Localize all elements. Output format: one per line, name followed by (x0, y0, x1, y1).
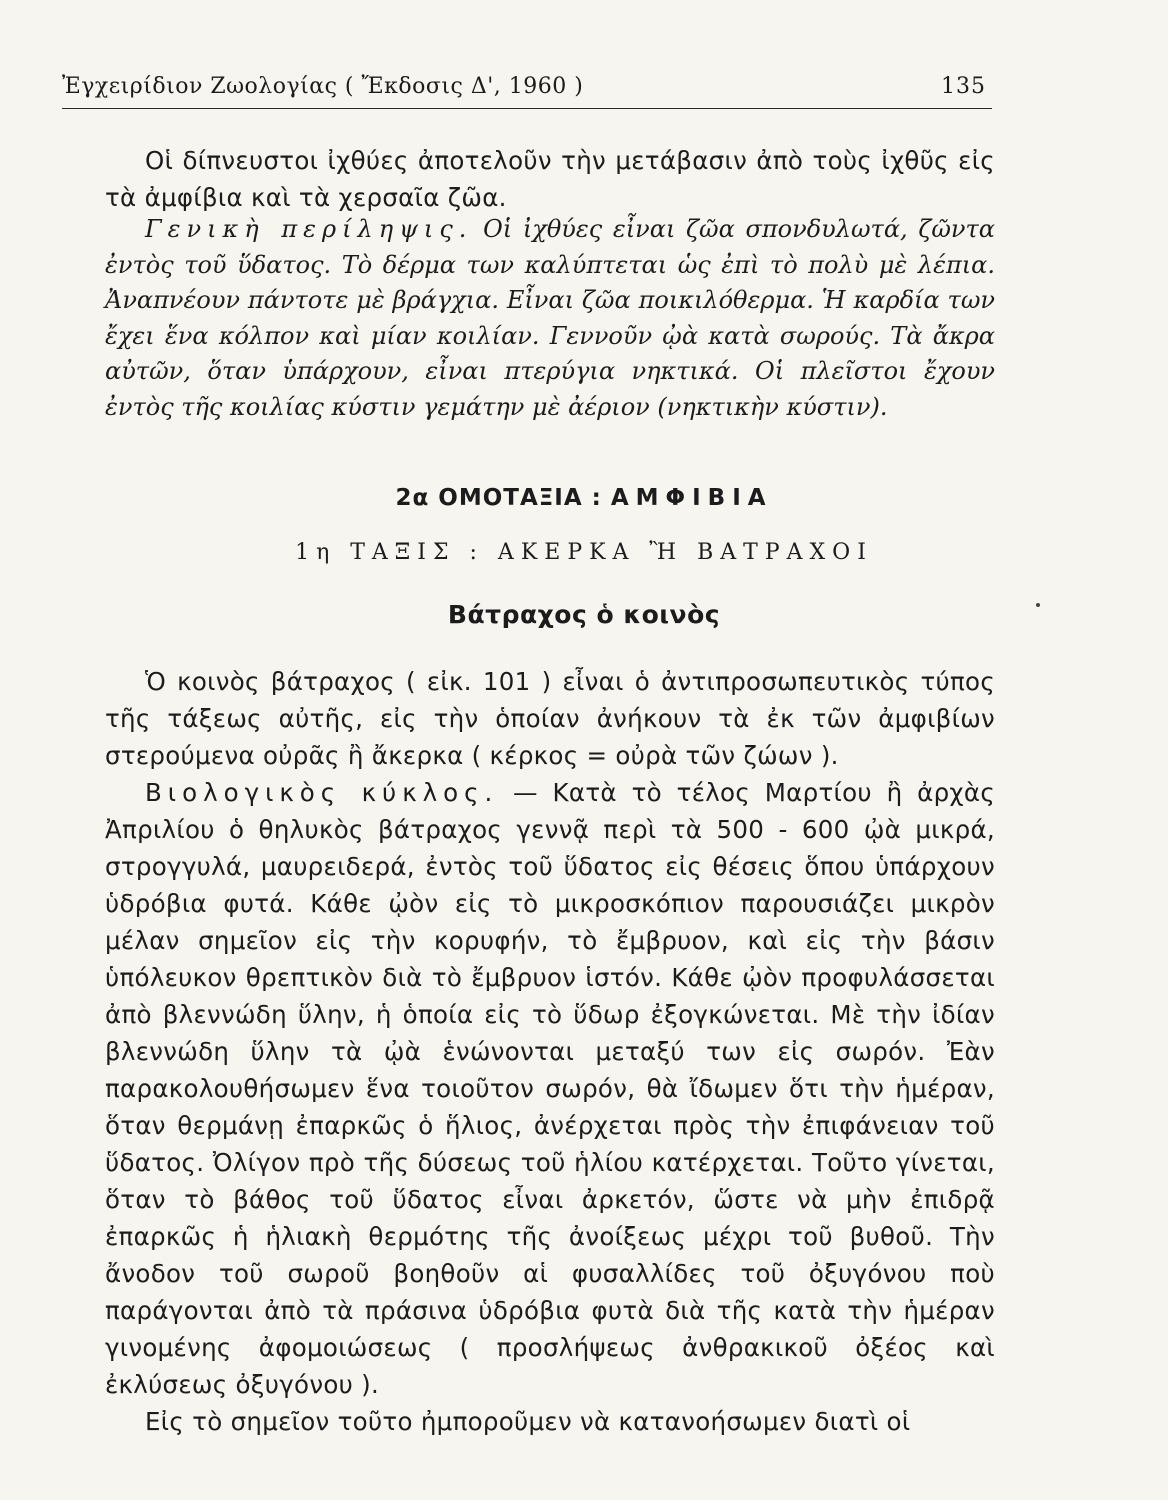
species-heading: Βάτραχος ὁ κοινὸς (447, 600, 721, 629)
page-number: 135 (941, 74, 986, 99)
summary-paragraph (105, 212, 995, 425)
body-paragraph-3: Εἰς τὸ σημεῖον τοῦτο ἠμποροῦμεν νὰ κατανοήσωμεν διατὶ οἱ (145, 1407, 911, 1436)
cycle-label: Βιολογικὸς κύκλος. (145, 778, 499, 807)
class-heading (0, 485, 1168, 511)
class-number: 2α (395, 485, 430, 511)
class-prefix: ΟΜΟΤΑΞΙΑ : (438, 485, 602, 511)
body-paragraph-2 (105, 774, 995, 1403)
print-speck (1036, 603, 1040, 607)
intro-paragraph (105, 142, 995, 216)
running-title: Ἐγχειρίδιον Ζωολογίας ( Ἔκδοσις Δ', 1960 ) (62, 74, 584, 99)
summary-text: Οἱ ἰχθύες εἶναι ζῶα σπονδυλωτά, ζῶντα ἐντὸς τοῦ ὕδατος. Τὸ δέρμα των καλύπτεται ὡς ἐπὶ τὸ πολὺ μὲ λέπια. Ἀναπνέουν πάντοτε μὲ βράγχια. Εἶναι ζῶα ποικιλόθερμα. Ἡ καρδία των ἔχει ἕνα κόλπον καὶ μίαν κοιλίαν. Γεννοῦν ᾠὰ κατὰ σωρούς. Τὰ ἄκρα αὐτῶν, ὅταν ὑπάρχουν, εἶναι πτερύγια νηκτικά. Οἱ πλεῖστοι ἔχουν ἐντὸς τῆς κοιλίας κύστιν γεμάτην μὲ ἀέριον (νηκτικὴν κύστιν). (105, 215, 995, 421)
intro-text: Οἱ δίπνευστοι ἰχθύες ἀποτελοῦν τὴν μετάβασιν ἀπὸ τοὺς ἰχθῦς εἰς τὰ ἀμφίβια καὶ τὰ χερσαῖα ζῶα. (105, 146, 995, 212)
summary-label: Γενικὴ περίληψις. (145, 215, 473, 243)
page-header (62, 68, 992, 109)
class-name: ΑΜΦΙΒΙΑ (610, 485, 773, 511)
body-text (105, 663, 995, 1440)
body-paragraph-1: Ὁ κοινὸς βάτραχος ( εἰκ. 101 ) εἶναι ὁ ἀντιπροσωπευτικὸς τύπος τῆς τάξεως αὐτῆς, εἰς τὴν ὁποίαν ἀνήκουν τὰ ἐκ τῶν ἀμφιβίων στερούμενα οὐρᾶς ἢ ἄκερκα ( κέρκος = οὐρὰ τῶν ζώων ). (105, 667, 995, 770)
cycle-text: — Κατὰ τὸ τέλος Μαρτίου ἢ ἀρχὰς Ἀπριλίου ὁ θηλυκὸς βάτραχος γεννᾷ περὶ τὰ 500 - 600 ᾠὰ μικρά, στρογγυλά, μαυρειδερά, ἐντὸς τοῦ ὕδατος εἰς θέσεις ὅπου ὑπάρχουν ὑδρόβια φυτά. Κάθε ᾠὸν εἰς τὸ μικροσκόπιον παρουσιάζει μικρὸν μέλαν σημεῖον εἰς τὴν κορυφήν, τὸ ἔμβρυον, καὶ εἰς τὴν βάσιν ὑπόλευκον θρεπτικὸν διὰ τὸ ἔμβρυον ἱστόν. Κάθε ᾠὸν προφυλάσσεται ἀπὸ βλεννώδη ὕλην, ἡ ὁποία εἰς τὸ ὕδωρ ἐξογκώνεται. Μὲ τὴν ἰδίαν βλεννώδη ὕλην τὰ ᾠὰ ἑνώνονται μεταξύ των εἰς σωρόν. Ἐὰν παρακολουθήσωμεν ἕνα τοιοῦτον σωρόν, θὰ ἴδωμεν ὅτι τὴν ἡμέραν, ὅταν θερμάνῃ ἐπαρκῶς ὁ ἥλιος, ἀνέρχεται πρὸς τὴν ἐπιφάνειαν τοῦ ὕδατος. Ὀλίγον πρὸ τῆς δύσεως τοῦ ἡλίου κατέρχεται. Τοῦτο γίνεται, ὅταν τὸ βάθος τοῦ ὕδατος εἶναι ἀρκετόν, ὥστε νὰ μὴν ἐπιδρᾷ ἐπαρκῶς ἡ ἡλιακὴ θερμότης τῆς ἀνοίξεως μέχρι τοῦ βυθοῦ. Τὴν ἄνοδον τοῦ σωροῦ βοηθοῦν αἱ φυσαλλίδες τοῦ ὀξυγόνου ποὺ παράγονται ἀπὸ τὰ πράσινα ὑδρόβια φυτὰ διὰ τῆς κατὰ τὴν ἡμέραν γινομένης ἀφομοιώσεως ( προσλήψεως ἀνθρακικοῦ ὀξέος καὶ ἐκλύσεως ὀξυγόνου ). (105, 778, 996, 1399)
order-heading: 1η ΤΑΞΙΣ : ΑΚΕΡΚΑ Ἢ ΒΑΤΡΑΧΟΙ (295, 540, 873, 565)
